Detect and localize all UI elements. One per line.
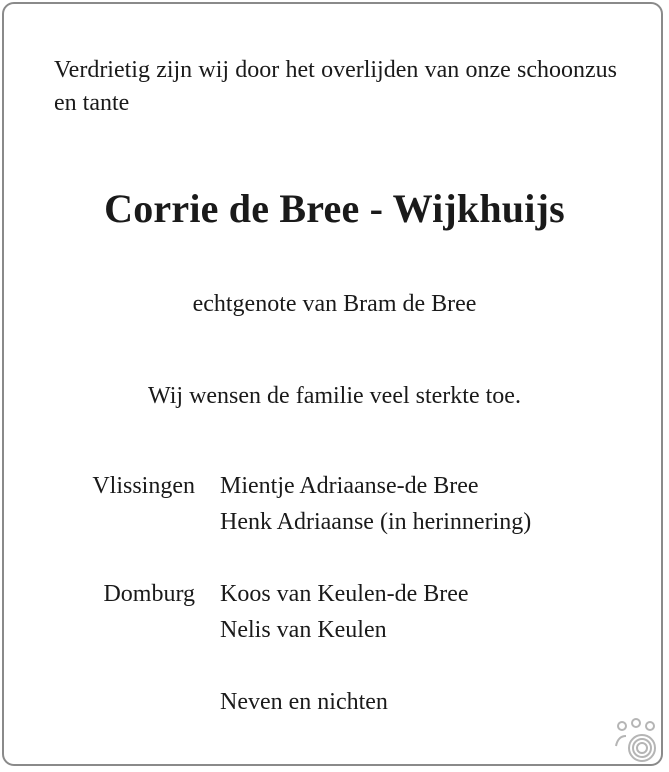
- family-member-name: Mientje Adriaanse-de Bree: [220, 473, 479, 499]
- family-member-name: Neven en nichten: [220, 689, 388, 715]
- group-names: [220, 684, 388, 720]
- group-names: [220, 468, 531, 540]
- wish-line: Wij wensen de familie veel sterkte toe.: [148, 383, 521, 409]
- family-member-name: Koos van Keulen-de Bree: [220, 581, 469, 607]
- group-place: Vlissingen: [92, 473, 195, 499]
- family-member-name: Henk Adriaanse (in herinnering): [220, 509, 532, 535]
- intro-text: Verdrietig zijn wij door het overlijden van onze schoonzus en tante: [54, 57, 617, 116]
- deceased-name: Corrie de Bree - Wijkhuijs: [104, 186, 565, 231]
- spouse-line: echtgenote van Bram de Bree: [192, 291, 477, 317]
- group-place: Domburg: [103, 581, 195, 607]
- family-member-name: Nelis van Keulen: [220, 617, 387, 643]
- people-circle-logo-icon: [612, 716, 662, 764]
- group-names: [220, 576, 469, 648]
